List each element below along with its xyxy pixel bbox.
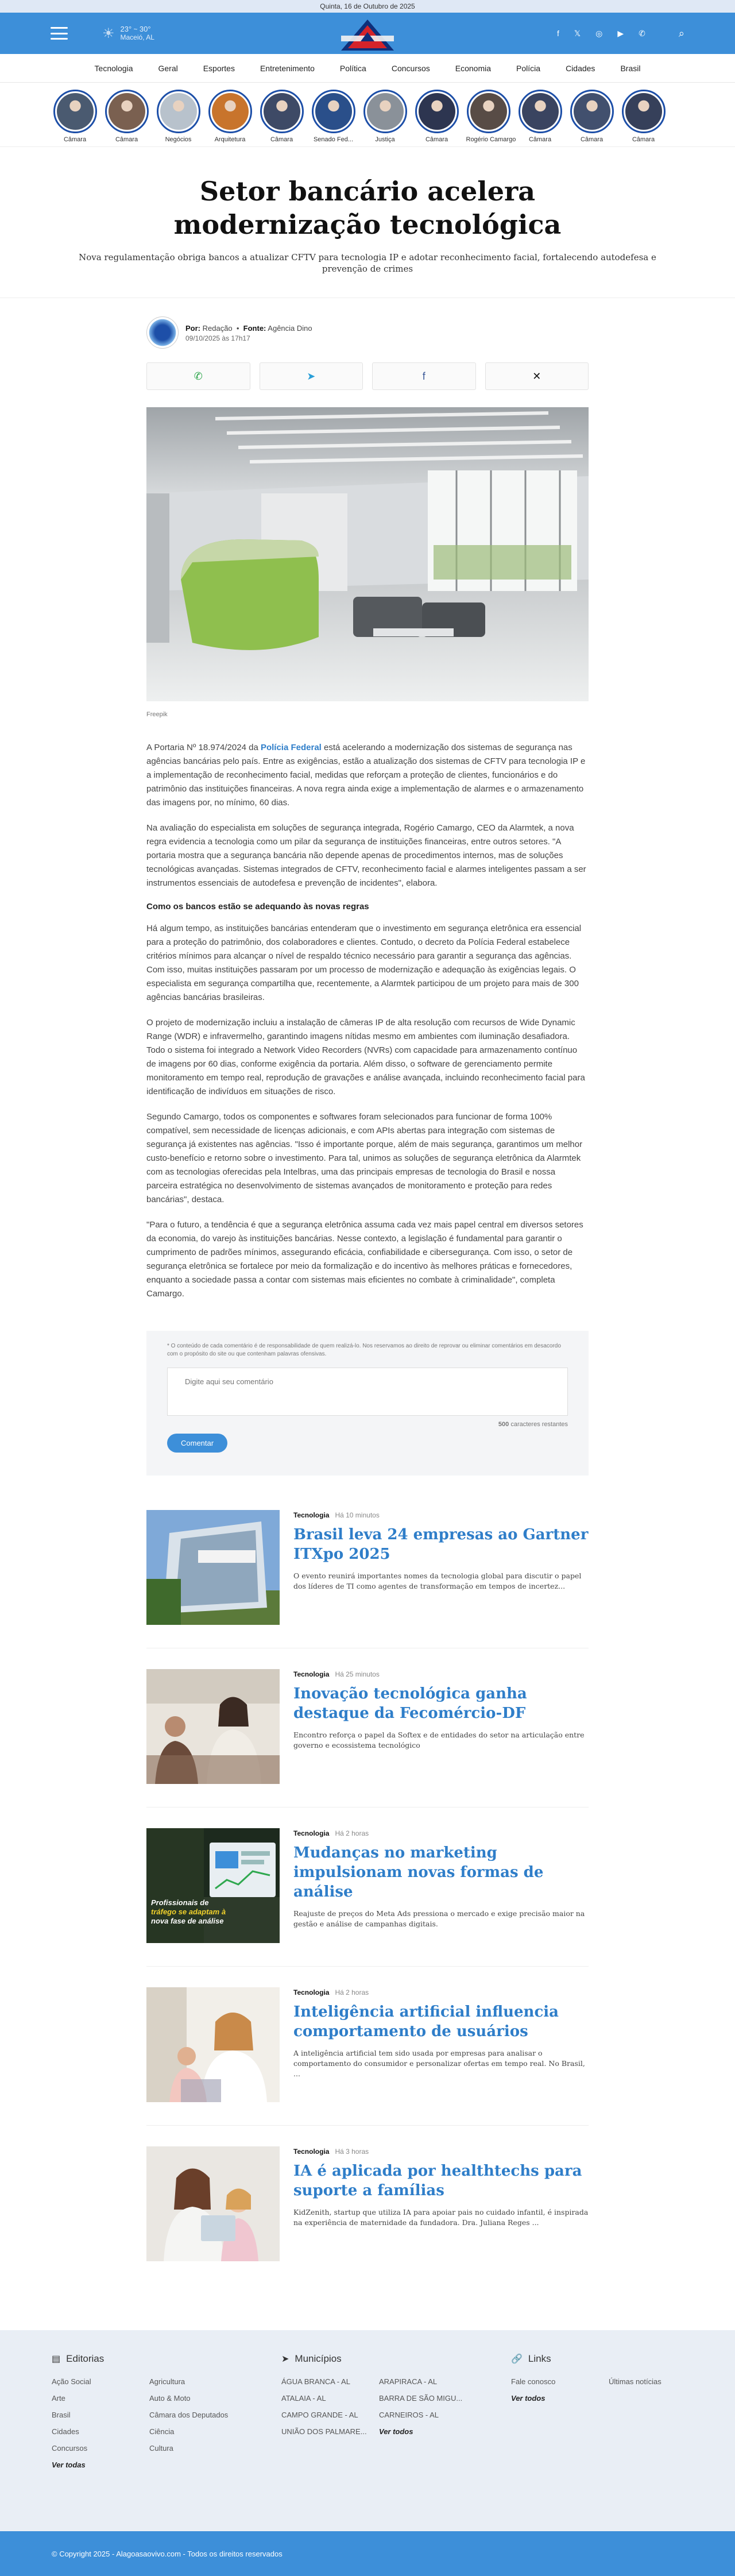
story-item[interactable] bbox=[466, 90, 516, 143]
search-icon[interactable]: ⌕ bbox=[678, 27, 684, 39]
related-info bbox=[293, 1987, 589, 2102]
author-avatar bbox=[146, 316, 179, 349]
story-label: Rogério Camargo bbox=[466, 136, 516, 143]
story-ring bbox=[208, 90, 252, 133]
whatsapp-icon[interactable]: ✆ bbox=[639, 28, 645, 38]
nav-item-politica[interactable]: Política bbox=[339, 63, 366, 73]
related-time: Há 25 minutos bbox=[335, 1670, 380, 1678]
footer-see-all-link[interactable]: Ver todas bbox=[52, 2461, 86, 2469]
related-info bbox=[293, 2146, 589, 2261]
story-ring bbox=[570, 90, 614, 133]
footer-link[interactable]: Arte bbox=[52, 2394, 65, 2403]
footer-link[interactable]: UNIÃO DOS PALMARE... bbox=[281, 2427, 367, 2436]
story-item[interactable] bbox=[622, 90, 665, 143]
nav-item-geral[interactable]: Geral bbox=[158, 63, 178, 73]
related-excerpt: Encontro reforça o papel da Softex e de entidades do setor na articulação entre governo e ecossistema tecnológico bbox=[293, 1731, 585, 1749]
article-photo bbox=[146, 407, 589, 701]
photo-credit: Freepik bbox=[146, 711, 168, 718]
story-thumbnail bbox=[574, 93, 610, 130]
article-subheading: Como os bancos estão se adequando às novas regras bbox=[146, 902, 369, 912]
temp-max: 30° bbox=[139, 25, 151, 33]
article-title: Setor bancário acelera modernização tecnológica bbox=[173, 176, 562, 240]
related-thumbnail[interactable] bbox=[146, 1828, 280, 1943]
story-thumbnail bbox=[522, 93, 559, 130]
char-counter: 500 caracteres restantes bbox=[498, 1421, 568, 1428]
related-title[interactable]: IA é aplicada por healthtechs para suporte a famílias bbox=[293, 2162, 582, 2199]
youtube-icon[interactable]: ▶ bbox=[617, 28, 624, 38]
related-card bbox=[146, 1669, 589, 1808]
story-ring bbox=[519, 90, 562, 133]
article-subtitle: Nova regulamentação obriga bancos a atualizar CFTV para tecnologia IP e adotar reconhecimento facial, fortalecendo autodefesa e prevenção de crimes bbox=[79, 252, 656, 274]
paragraph-6: "Para o futuro, a tendência é que a segurança eletrônica assuma cada vez mais papel central em diversos setores da economia, do varejo às instituições bancárias. Nesse contexto, a legislação é fundamental para garantir o cumprimento de padrões mínimos, assegurando eficácia, confiabilidade e cibersegurança. Com isso, o setor de segurança eletrônica se fortalece por meio da formalização e do incentivo às melhores práticas e fornecedores, enquanto a sociedade passa a contar com sistemas mais eficientes no combate à criminalidade", completa Camargo. bbox=[146, 1220, 583, 1299]
author-name: Redação bbox=[202, 324, 233, 333]
story-thumbnail bbox=[315, 93, 352, 130]
footer-link[interactable]: Últimas notícias bbox=[609, 2377, 662, 2386]
telegram-icon: ➤ bbox=[307, 370, 316, 382]
site-footer bbox=[0, 2330, 735, 2531]
comment-form bbox=[146, 1331, 589, 1476]
footer-link[interactable]: Auto & Moto bbox=[149, 2394, 191, 2403]
footer-link[interactable]: Ação Social bbox=[52, 2377, 91, 2386]
facebook-share-button[interactable] bbox=[372, 362, 476, 390]
story-label: Câmara bbox=[115, 136, 138, 143]
related-title[interactable]: Brasil leva 24 empresas ao Gartner ITXpo 2025 bbox=[293, 1526, 589, 1563]
story-label: Câmara bbox=[425, 136, 448, 143]
related-thumbnail[interactable] bbox=[146, 1510, 280, 1625]
story-label: Câmara bbox=[580, 136, 604, 143]
related-title[interactable]: Mudanças no marketing impulsionam novas formas de análise bbox=[293, 1844, 544, 1901]
weather-city: Maceió, AL bbox=[120, 33, 154, 41]
story-thumbnail bbox=[57, 93, 94, 130]
nav-item-economia[interactable]: Economia bbox=[455, 63, 492, 73]
publish-date: 09/10/2025 às 17h17 bbox=[185, 334, 250, 342]
footer-link[interactable]: ARAPIRACA - AL bbox=[379, 2377, 438, 2386]
story-label: Câmara bbox=[63, 136, 87, 143]
story-label: Negócios bbox=[165, 136, 192, 143]
location-arrow-icon: ➤ bbox=[281, 2354, 289, 2364]
policia-federal-link[interactable]: Polícia Federal bbox=[260, 743, 322, 752]
current-date: Quinta, 16 de Outubro de 2025 bbox=[320, 2, 415, 10]
story-item[interactable] bbox=[208, 90, 252, 143]
site-header bbox=[0, 13, 735, 54]
footer-link[interactable]: Cidades bbox=[52, 2427, 79, 2436]
author-block: Por: Redação • Fonte: Agência Dino 09/10/2025 às 17h17 bbox=[146, 298, 589, 362]
related-category: Tecnologia Há 2 horas bbox=[293, 1988, 369, 1996]
footer-link[interactable]: CARNEIROS - AL bbox=[379, 2411, 439, 2419]
story-thumbnail bbox=[109, 93, 145, 130]
footer-link[interactable]: BARRA DE SÃO MIGU... bbox=[379, 2394, 463, 2403]
footer-link[interactable]: ATALAIA - AL bbox=[281, 2394, 326, 2403]
story-ring bbox=[467, 90, 510, 133]
link-icon: 🔗 bbox=[511, 2354, 523, 2364]
comment-submit-button[interactable]: Comentar bbox=[167, 1434, 227, 1453]
story-item[interactable] bbox=[570, 90, 613, 143]
footer-links: 🔗 Links Fale conosco Últimas notícias Ver todos bbox=[511, 2353, 689, 2514]
article-body bbox=[146, 741, 589, 1301]
footer-link[interactable]: Fale conosco bbox=[511, 2377, 556, 2386]
related-card bbox=[146, 2146, 589, 2284]
story-label: Câmara bbox=[270, 136, 293, 143]
related-time: Há 2 horas bbox=[335, 1988, 369, 1996]
story-thumbnail bbox=[625, 93, 662, 130]
story-thumbnail bbox=[470, 93, 507, 130]
copyright-bar bbox=[0, 2531, 735, 2576]
related-excerpt: KidZenith, startup que utiliza IA para apoiar pais no cuidado infantil, é inspirada na experiência de maternidade da fundadora. Dra. Juliana Reges ... bbox=[293, 2208, 589, 2227]
related-excerpt: Reajuste de preços do Meta Ads pressiona o mercado e exige precisão maior na gestão e análise de campanhas digitais. bbox=[293, 1909, 585, 1928]
paragraph-5: Segundo Camargo, todos os componentes e softwares foram selecionados para funcionar de forma 100% compatível, sem necessidade de licenças adicionais, e com APIs abertas para integração com sistemas de segurança já existentes nas agências. "Isso é importante porque, além de mais segurança, garantimos um melhor custo-benefício e retorno sobre o investimento. Para tal, unimos as soluções de segurança eletrônica da Alarmtek com as tecnologias oferecidas pela Intelbras, uma das principais empresas de tecnologia do Brasil e nossa parceira estratégica no desenvolvimento de sistemas avançados de monitoramento e proteção para redes bancárias", destaca. bbox=[146, 1112, 583, 1204]
weather-widget: ☀ 23° ~ 30° Maceió, AL bbox=[102, 25, 154, 41]
story-thumbnail bbox=[367, 93, 404, 130]
story-label: Câmara bbox=[528, 136, 552, 143]
story-item[interactable] bbox=[53, 90, 96, 143]
footer-link[interactable]: Brasil bbox=[52, 2411, 71, 2419]
related-info bbox=[293, 1510, 589, 1625]
related-excerpt: A inteligência artificial tem sido usada por empresas para analisar o comportamento do consumidor e personalizar ofertas em tempo real. No Brasil, ... bbox=[293, 2049, 585, 2078]
story-item[interactable] bbox=[519, 90, 562, 143]
paragraph-4: O projeto de modernização incluiu a instalação de câmeras IP de alta resolução com recursos de Wide Dynamic Range (WDR) e infravermelho, garantindo imagens nítidas mesmo em ambientes com iluminação desafiadora. Todo o sistema foi integrado a Network Video Recorders (NVRs) com capacidade para armazenamento contínuo de imagens por 60 dias, conforme exigência da portaria. Além disso, o software de gerenciamento permite monitoramento em tempo real, reprodução de gravações e análise avançada, incluindo reconhecimento facial para identificação de indivíduos em situações de risco. bbox=[146, 1018, 585, 1096]
related-time: Há 10 minutos bbox=[335, 1511, 380, 1519]
article-header bbox=[0, 147, 735, 298]
paragraph-3: Há algum tempo, as instituições bancárias entenderam que o investimento em segurança eletrônica era essencial para a proteção do patrimônio, dos colaboradores e clientes. Contudo, o decreto da Polícia Federal estabelece critérios mínimos para alcançar o nível de respaldo técnico necessário para garantir a segurança das agências. Com isso, muitas instituições passaram por um processo de modernização e adequação às exigências legais. O especialista em segurança compartilha que, recentemente, a Alarmtek participou de um projeto para mais de 300 agências bancárias brasileiras. bbox=[146, 924, 582, 1002]
author-prefix: Por: bbox=[185, 324, 200, 333]
related-thumbnail[interactable] bbox=[146, 1987, 280, 2102]
main-nav bbox=[0, 54, 735, 83]
whatsapp-icon: ✆ bbox=[194, 370, 203, 382]
related-time: Há 2 horas bbox=[335, 1829, 369, 1837]
story-ring bbox=[105, 90, 149, 133]
story-thumbnail bbox=[264, 93, 300, 130]
story-item[interactable] bbox=[260, 90, 303, 143]
paragraph-1: A Portaria Nº 18.974/2024 da Polícia Federal está acelerando a modernização dos sistemas de segurança nas agências bancárias pelo país. Entre as exigências, estão a atualização dos sistemas de CFTV para tecnologia IP e a implementação de reconhecimento facial, medidas que reforçam a proteção de clientes, funcionários e do patrimônio das instituições financeiras. A nova regra ainda exige a implementação de alarmes e o armazenamento das imagens por, no mínimo, 60 dias. bbox=[146, 743, 586, 808]
story-ring bbox=[363, 90, 407, 133]
story-item[interactable] bbox=[105, 90, 148, 143]
related-thumbnail[interactable] bbox=[146, 1669, 280, 1784]
comment-input[interactable] bbox=[167, 1368, 568, 1416]
whatsapp-share-button[interactable] bbox=[146, 362, 250, 390]
story-item[interactable] bbox=[312, 90, 355, 143]
thumbnail-overlay-text: Profissionais de tráfego se adaptam à nova fase de análise bbox=[151, 1898, 226, 1925]
nav-item-policia[interactable]: Polícia bbox=[516, 63, 541, 73]
story-ring bbox=[622, 90, 666, 133]
share-bar bbox=[146, 362, 589, 390]
related-title[interactable]: Inteligência artificial influencia comportamento de usuários bbox=[293, 2003, 559, 2040]
stories-carousel bbox=[0, 83, 735, 147]
footer-link[interactable]: Cultura bbox=[149, 2444, 173, 2453]
nav-item-entretenimento[interactable]: Entretenimento bbox=[260, 63, 315, 73]
story-item[interactable] bbox=[415, 90, 458, 143]
related-category: Tecnologia Há 25 minutos bbox=[293, 1670, 380, 1678]
copyright-text: © Copyright 2025 - Alagoasaovivo.com - Todos os direitos reservados bbox=[52, 2549, 283, 2558]
menu-icon[interactable] bbox=[51, 27, 68, 40]
story-label: Câmara bbox=[632, 136, 655, 143]
related-card bbox=[146, 1987, 589, 2126]
story-thumbnail bbox=[419, 93, 455, 130]
x-icon: ✕ bbox=[532, 370, 541, 382]
related-title[interactable]: Inovação tecnológica ganha destaque da Fecomércio-DF bbox=[293, 1685, 527, 1722]
facebook-icon[interactable]: f bbox=[557, 28, 559, 38]
footer-see-all-link[interactable]: Ver todos bbox=[511, 2394, 546, 2403]
footer-link[interactable]: Câmara dos Deputados bbox=[149, 2411, 229, 2419]
date-bar bbox=[0, 0, 735, 13]
footer-link[interactable]: Concursos bbox=[52, 2444, 88, 2453]
nav-item-esportes[interactable]: Esportes bbox=[203, 63, 235, 73]
story-item[interactable] bbox=[363, 90, 407, 143]
story-thumbnail bbox=[160, 93, 197, 130]
footer-link[interactable]: CAMPO GRANDE - AL bbox=[281, 2411, 358, 2419]
story-ring bbox=[312, 90, 355, 133]
site-logo[interactable] bbox=[339, 18, 396, 52]
footer-municipios: ➤ Municípios ÁGUA BRANCA - AL ARAPIRACA - AL ATALAIA - AL BARRA DE SÃO MIGU... CAMPO GRANDE - AL CARNEIROS - AL UNIÃO DOS PALMARE... Ver todos bbox=[281, 2353, 477, 2514]
instagram-icon[interactable]: ◎ bbox=[595, 28, 603, 38]
footer-link[interactable]: Agricultura bbox=[149, 2377, 185, 2386]
temp-min: 23° bbox=[120, 25, 132, 33]
footer-link[interactable]: ÁGUA BRANCA - AL bbox=[281, 2377, 350, 2386]
story-ring bbox=[260, 90, 304, 133]
nav-item-brasil[interactable]: Brasil bbox=[620, 63, 641, 73]
related-info bbox=[293, 1828, 589, 1943]
nav-item-cidades[interactable]: Cidades bbox=[566, 63, 595, 73]
story-ring bbox=[53, 90, 97, 133]
related-news bbox=[146, 1510, 589, 2284]
footer-editorias: ▤ Editorias Ação Social Agricultura Arte Auto & Moto Brasil Câmara dos Deputados Cidades Ciência Concursos Cultura Ver todas bbox=[52, 2353, 247, 2514]
x-share-button[interactable] bbox=[485, 362, 589, 390]
footer-link[interactable]: Ciência bbox=[149, 2427, 175, 2436]
story-label: Justiça bbox=[375, 136, 395, 143]
related-category: Tecnologia Há 3 horas bbox=[293, 2148, 369, 2156]
story-ring bbox=[415, 90, 459, 133]
telegram-share-button[interactable] bbox=[260, 362, 363, 390]
related-category: Tecnologia Há 2 horas bbox=[293, 1829, 369, 1837]
paragraph-2: Na avaliação do especialista em soluções de segurança integrada, Rogério Camargo, CEO da Alarmtek, a nova regra evidencia a tecnologia como um pilar da segurança de instituições financeiras, entre outros setores. "A portaria mostra que a segurança bancária não depende apenas de procedimentos internos, mas de soluções tecnológicas avançadas. Sistemas integrados de CFTV, reconhecimento facial e alarmes inteligentes passam a ser instrumentos essenciais de autodefesa e prevenção de incidentes", elabora. bbox=[146, 823, 586, 888]
related-card bbox=[146, 1510, 589, 1648]
source-name: Agência Dino bbox=[268, 324, 312, 333]
related-thumbnail[interactable] bbox=[146, 2146, 280, 2261]
story-label: Arquitetura bbox=[214, 136, 246, 143]
comment-notice: * O conteúdo de cada comentário é de responsabilidade de quem realizá-lo. Nos reservamos ao direito de reprovar ou eliminar comentários em desacordo com o propósito do site ou que contenham palavras ofensivas. bbox=[167, 1343, 561, 1357]
related-excerpt: O evento reunirá importantes nomes da tecnologia global para discutir o papel dos líderes de TI como agentes de transformação em tempos de incertez... bbox=[293, 1571, 582, 1590]
nav-item-concursos[interactable]: Concursos bbox=[391, 63, 430, 73]
social-links bbox=[557, 29, 645, 38]
article bbox=[146, 298, 589, 1301]
related-category: Tecnologia Há 10 minutos bbox=[293, 1511, 380, 1519]
nav-item-tecnologia[interactable]: Tecnologia bbox=[94, 63, 133, 73]
related-info bbox=[293, 1669, 589, 1784]
weather-sun-icon: ☀ bbox=[102, 25, 115, 41]
newspaper-icon: ▤ bbox=[52, 2354, 61, 2364]
related-time: Há 3 horas bbox=[335, 2148, 369, 2156]
story-label: Senado Fed... bbox=[313, 136, 354, 143]
x-icon[interactable]: 𝕏 bbox=[574, 28, 581, 38]
story-thumbnail bbox=[212, 93, 249, 130]
source-prefix: Fonte: bbox=[243, 324, 266, 333]
story-ring bbox=[157, 90, 200, 133]
story-item[interactable] bbox=[157, 90, 200, 143]
footer-see-all-link[interactable]: Ver todos bbox=[379, 2427, 413, 2436]
facebook-icon: f bbox=[422, 370, 425, 382]
related-card bbox=[146, 1828, 589, 1967]
